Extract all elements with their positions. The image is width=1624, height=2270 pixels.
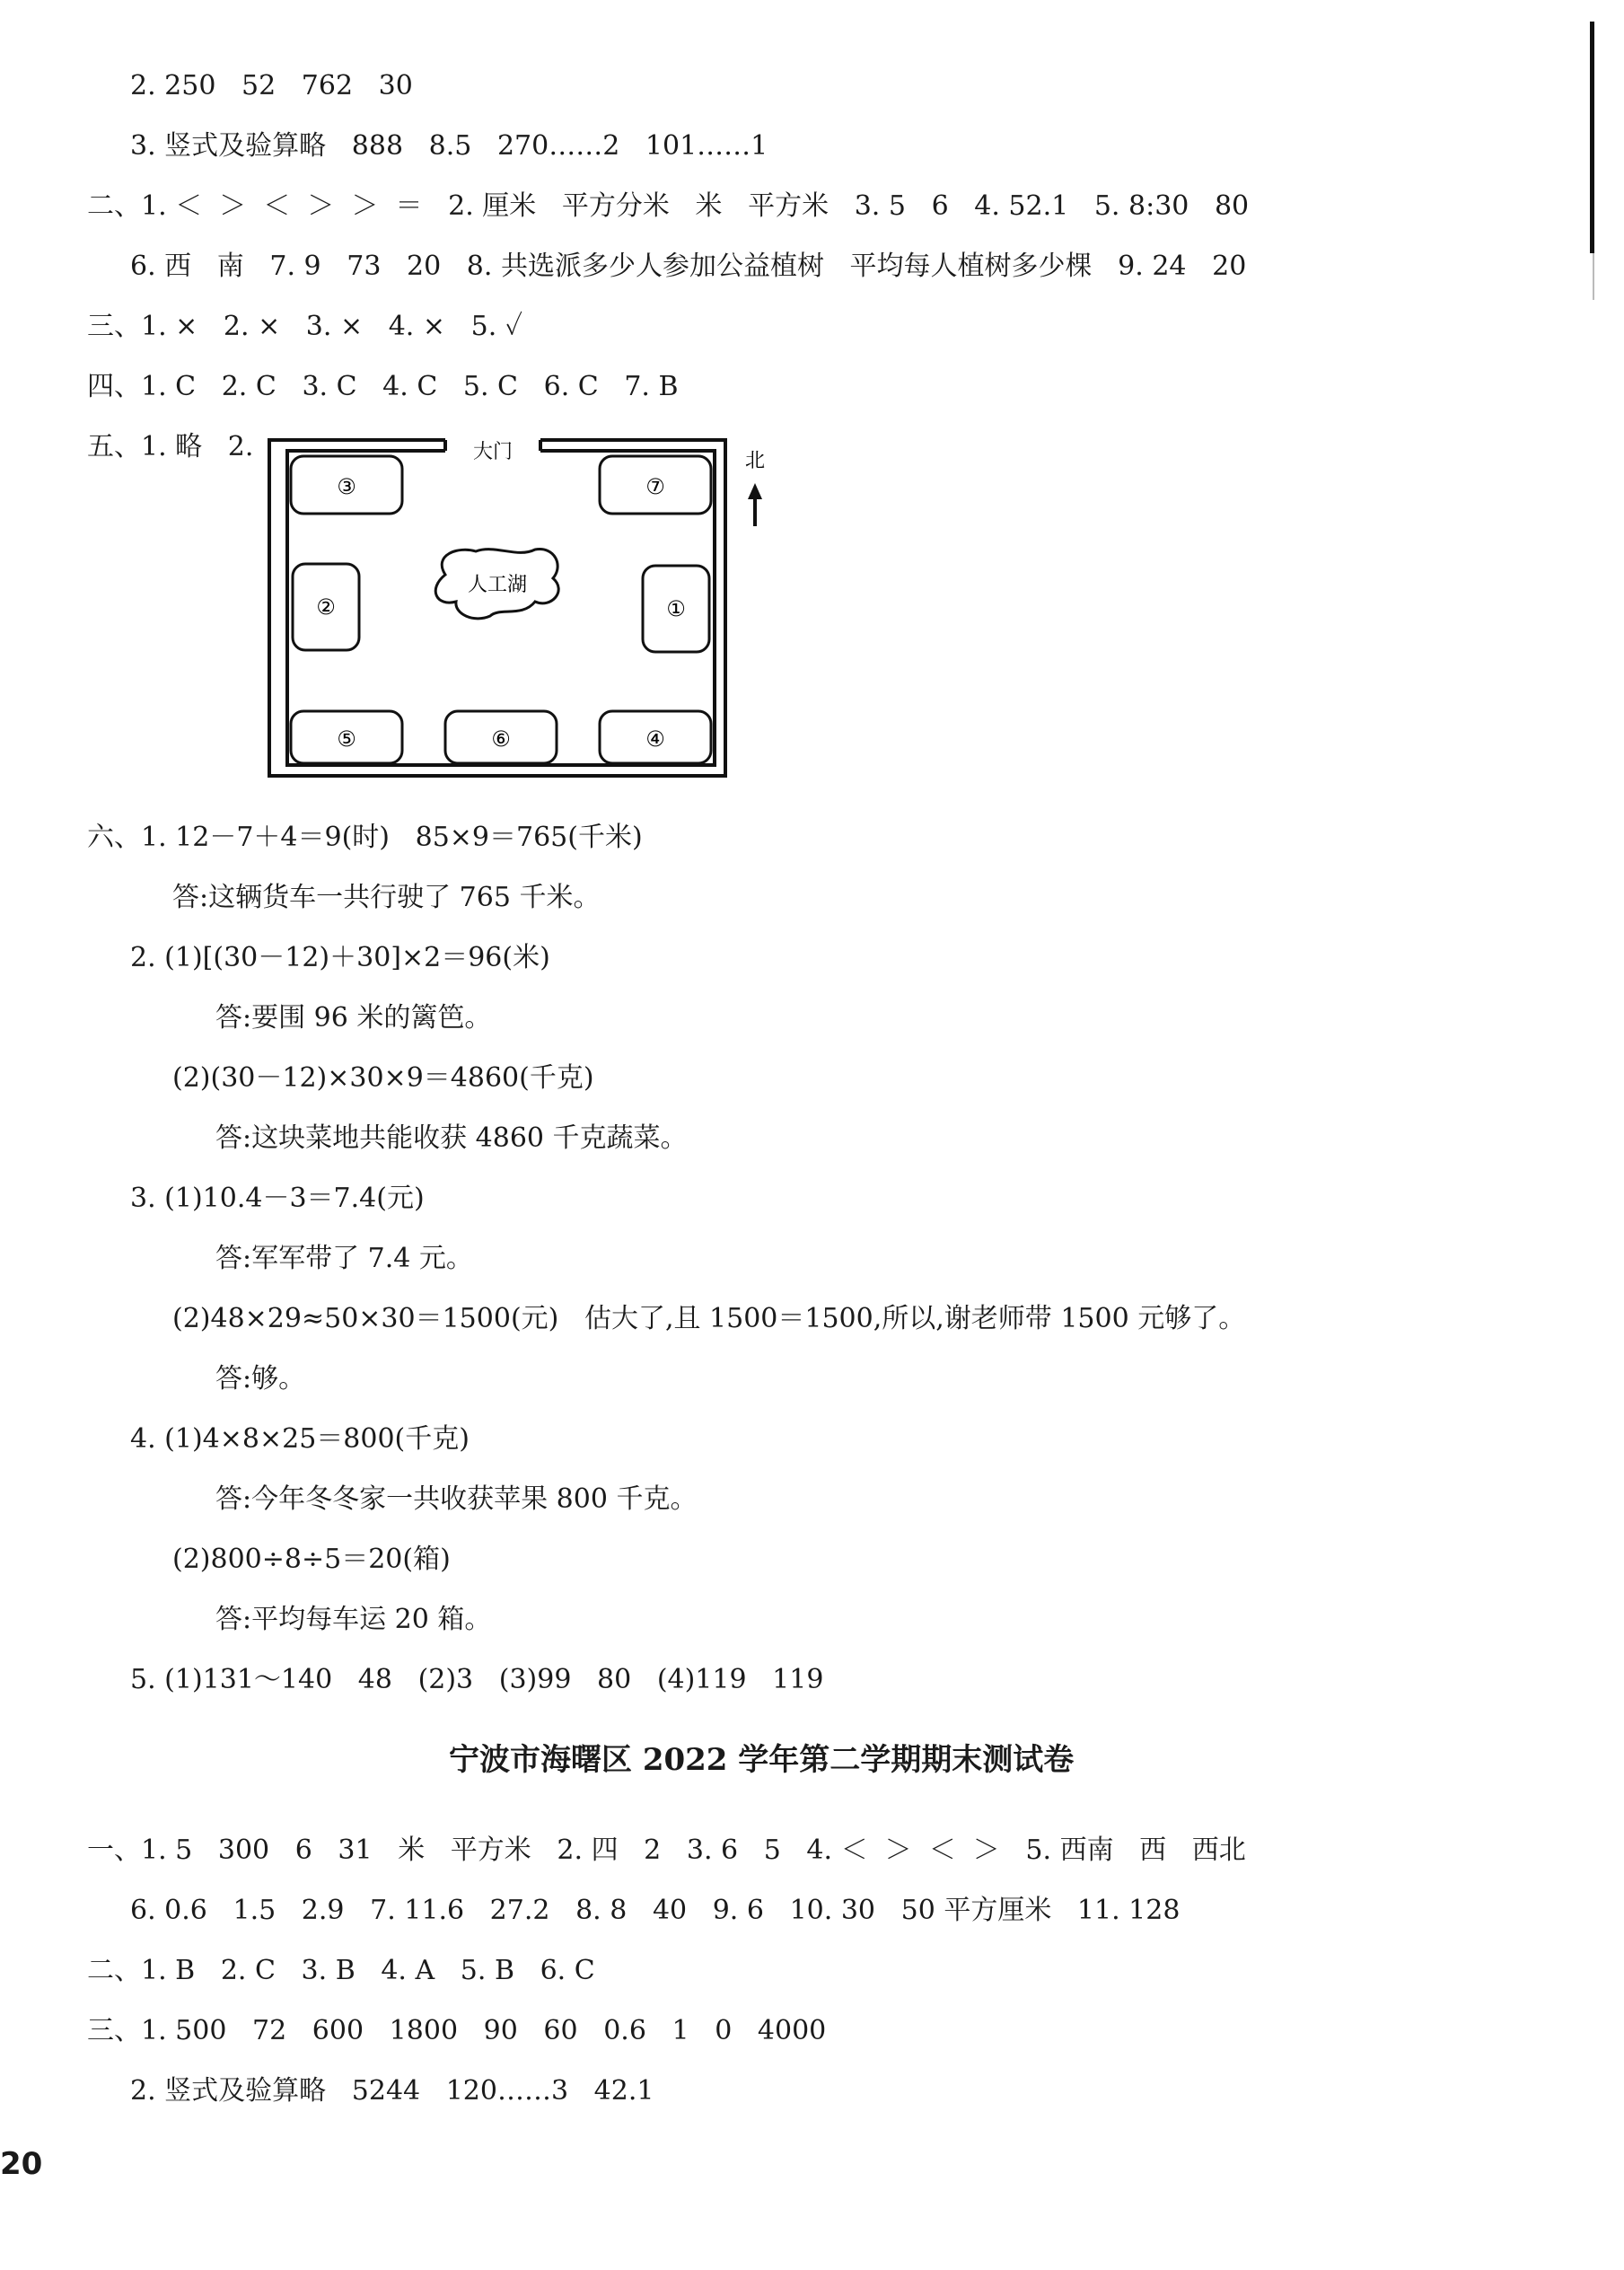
gate-label: 大门 <box>472 441 514 463</box>
spot-4 <box>600 711 711 763</box>
answer-line: 5. (1)131～140 48 (2)3 (3)99 80 (4)119 119 <box>130 1664 824 1695</box>
spot-5 <box>291 711 402 763</box>
north-label: 北 <box>744 450 766 472</box>
answer-line: 一、1. 5 300 6 31 米 平方米 2. 四 2 3. 6 5 4. ＜ ＞ ＜ ＞ 5. 西南 西 西北 <box>87 1834 1246 1866</box>
margin-rule <box>1590 22 1594 253</box>
park-map <box>266 431 786 781</box>
answer-line: 五、1. 略 2. <box>87 431 254 462</box>
answer-line: 答:平均每车运 20 箱。 <box>215 1604 492 1635</box>
spot-7 <box>600 456 711 514</box>
answer-line: (2)(30－12)×30×9＝4860(千克) <box>172 1062 594 1094</box>
svg-text:①: ① <box>666 596 686 621</box>
answer-line: 答:军军带了 7.4 元。 <box>215 1243 473 1274</box>
spot-2 <box>293 564 359 650</box>
answer-line: 2. (1)[(30－12)＋30]×2＝96(米) <box>130 942 550 973</box>
svg-text:⑥: ⑥ <box>491 726 511 752</box>
answer-line: 答:这辆货车一共行驶了 765 千米。 <box>172 882 601 913</box>
answer-line: 四、1. C 2. C 3. C 4. C 5. C 6. C 7. B <box>87 371 679 402</box>
page-number: 20 <box>0 2146 43 2182</box>
svg-text:⑦: ⑦ <box>645 474 665 499</box>
answer-line: 3. (1)10.4－3＝7.4(元) <box>130 1183 425 1214</box>
svg-text:②: ② <box>316 594 336 620</box>
answer-line: (2)48×29≈50×30＝1500(元) 估大了,且 1500＝1500,所以,谢老师带 1500 元够了。 <box>172 1303 1246 1334</box>
spot-3 <box>291 456 402 514</box>
answer-line: 答:这块菜地共能收获 4860 千克蔬菜。 <box>215 1122 688 1154</box>
answer-line: 二、1. B 2. C 3. B 4. A 5. B 6. C <box>87 1955 595 1986</box>
spot-1 <box>643 566 709 652</box>
answer-line: 3. 竖式及验算略 888 8.5 270……2 101……1 <box>130 130 768 162</box>
answer-line: 三、1. 500 72 600 1800 90 60 0.6 1 0 4000 <box>87 2015 827 2046</box>
answer-line: 答:今年冬冬家一共收获苹果 800 千克。 <box>215 1483 698 1515</box>
answer-line: 二、1. ＜ ＞ ＜ ＞ ＞ ＝ 2. 厘米 平方分米 米 平方米 3. 5 6 4. 52.1 5. 8:30 80 <box>87 190 1250 222</box>
answer-line: 答:要围 96 米的篱笆。 <box>215 1002 492 1034</box>
answer-line: 三、1. × 2. × 3. × 4. × 5. ✓ <box>87 311 523 342</box>
spot-6 <box>445 711 557 763</box>
margin-rule-faint <box>1593 253 1594 300</box>
answer-line: 6. 0.6 1.5 2.9 7. 11.6 27.2 8. 8 40 9. 6 10. 30 50 平方厘米 11. 128 <box>130 1895 1181 1926</box>
answer-line: 六、1. 12－7＋4＝9(时) 85×9＝765(千米) <box>87 822 643 853</box>
exam-title: 宁波市海曙区 2022 学年第二学期期末测试卷 <box>449 1742 1075 1778</box>
answer-line: 答:够。 <box>215 1363 306 1395</box>
answer-line: 6. 西 南 7. 9 73 20 8. 共选派多少人参加公益植树 平均每人植树多少棵 9. 24 20 <box>130 251 1247 282</box>
answer-line: 2. 竖式及验算略 5244 120……3 42.1 <box>130 2075 654 2107</box>
north-arrow-icon <box>748 483 762 526</box>
answer-line: 2. 250 52 762 30 <box>130 70 413 101</box>
svg-text:⑤: ⑤ <box>337 726 356 752</box>
lake-label: 人工湖 <box>467 574 528 596</box>
svg-text:③: ③ <box>337 474 356 499</box>
answer-line: 4. (1)4×8×25＝800(千克) <box>130 1423 470 1455</box>
answer-line: (2)800÷8÷5＝20(箱) <box>172 1544 451 1575</box>
svg-text:④: ④ <box>645 726 665 752</box>
